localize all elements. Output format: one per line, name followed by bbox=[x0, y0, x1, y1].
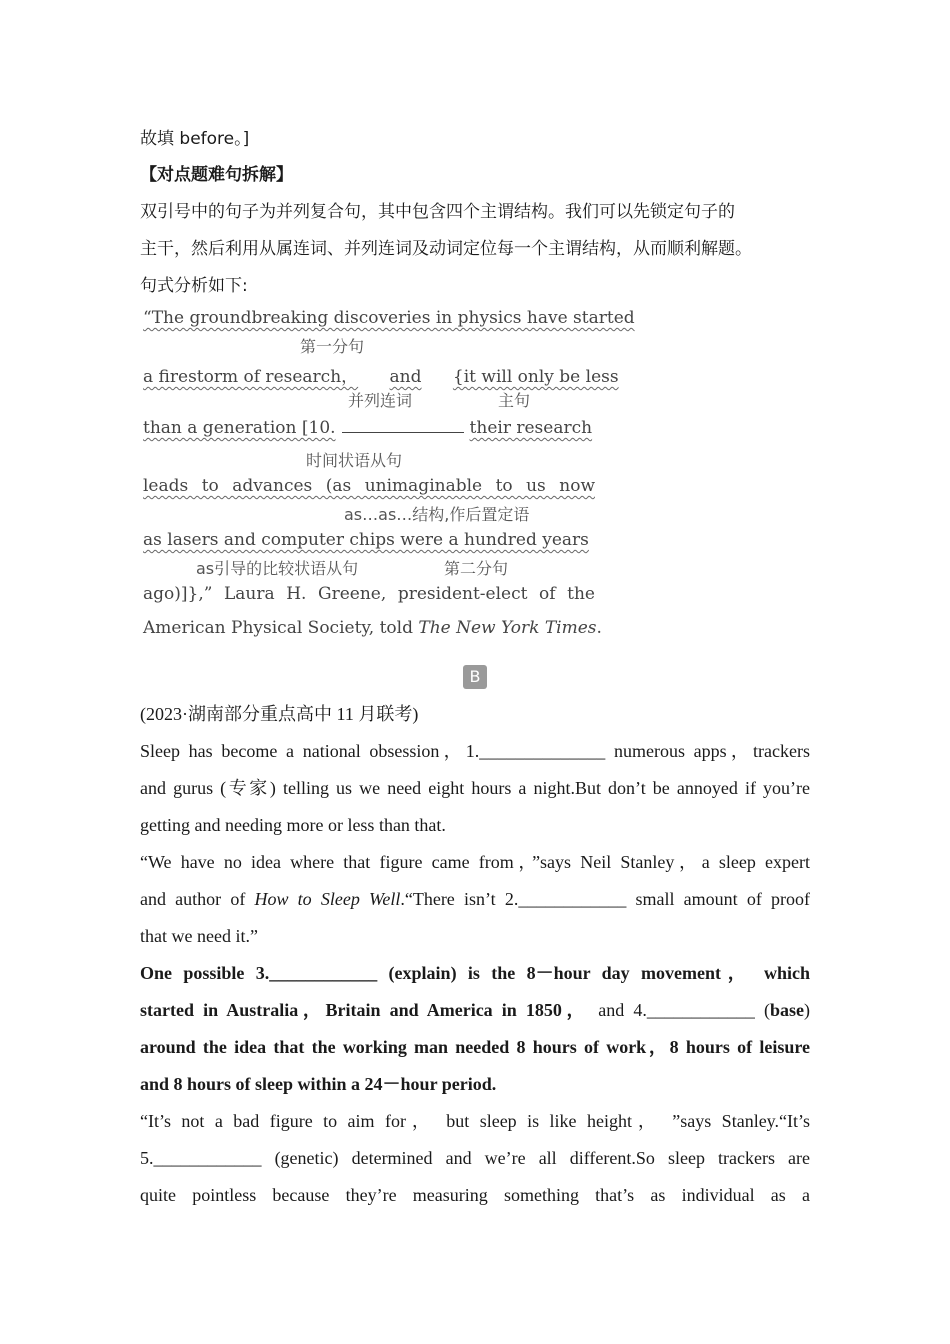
answer-line bbox=[140, 126, 810, 151]
intro-line-3: 句式分析如下: bbox=[140, 276, 248, 296]
passage-line: “We have no idea where that figure came from，”says Neil Stanley，a sleep expert bbox=[140, 852, 810, 872]
time-clause-cont: their research bbox=[469, 418, 593, 438]
comparison-clause-text: as lasers and computer chips were a hundred years bbox=[143, 530, 589, 550]
passage-line: getting and needing more or less than that. bbox=[140, 815, 446, 835]
hint-word: base bbox=[769, 1000, 804, 1020]
label-time-clause: 时间状语从句 bbox=[306, 451, 403, 470]
section-badge: B bbox=[463, 665, 487, 689]
speaker-text: ago)]},” Laura H. Greene, president-elect of the bbox=[143, 584, 595, 604]
main-clause-text: {it will only be less bbox=[452, 367, 619, 387]
passage-line: “It’s not a bad figure to aim for， but sleep is like height， ”says Stanley.“It’s bbox=[140, 1111, 810, 1131]
passage-line: that we need it.” bbox=[140, 926, 258, 946]
label-second-clause: 第二分句 bbox=[444, 559, 509, 578]
source-text: (2023·湖南部分重点高中 11 月联考) bbox=[140, 704, 419, 724]
passage-line: Sleep has become a national obsession，1.______________ numerous apps，trackers bbox=[140, 741, 810, 761]
advances-text: leads to advances (as unimaginable to us now bbox=[143, 476, 595, 496]
answer-text: 故填 before。] bbox=[140, 129, 250, 149]
passage-source bbox=[140, 702, 810, 726]
period: . bbox=[596, 618, 602, 638]
analysis-row-1 bbox=[143, 308, 635, 328]
passage-line: One possible 3.____________ (explain) is the 8－hour day movement， which bbox=[140, 963, 810, 983]
label-conjunction: 并列连词 bbox=[348, 391, 413, 410]
analysis-row-4 bbox=[143, 476, 595, 496]
passage-line: and 8 hours of sleep within a 24－hour period. bbox=[140, 1074, 497, 1094]
intro-line-1: 双引号中的句子为并列复合句，其中包含四个主谓结构。我们可以先锁定句子的 bbox=[140, 202, 735, 222]
passage-text: .“There isn’t 2.____________ small amount of proof bbox=[400, 889, 810, 909]
passage-line bbox=[140, 998, 810, 1022]
society-text: American Physical Society, told bbox=[143, 618, 419, 638]
passage-line: 5.____________ (genetic) determined and we’re all different.So sleep trackers are bbox=[140, 1148, 810, 1168]
passage-text: ) bbox=[804, 1000, 810, 1020]
passage-line: and gurus (专家) telling us we need eight hours a night.But don’t be annoyed if you’re bbox=[140, 778, 810, 798]
intro-line-2: 主干，然后利用从属连词、并列连词及动词定位每一个主谓结构，从而顺利解题。 bbox=[140, 239, 752, 259]
book-title: How to Sleep Well bbox=[254, 889, 401, 909]
passage-line bbox=[140, 887, 810, 911]
analysis-row-5 bbox=[143, 530, 595, 550]
passage-bold-text: started in Australia，Britain and America in 1850， bbox=[140, 1000, 590, 1020]
passage-line: around the idea that the working man needed 8 hours of work，8 hours of leisure bbox=[140, 1037, 810, 1057]
analysis-row-7 bbox=[143, 618, 602, 638]
analysis-row-3 bbox=[143, 416, 595, 438]
newspaper-title: The New York Times bbox=[418, 618, 597, 638]
blank-10[interactable] bbox=[342, 416, 464, 433]
label-main-clause: 主句 bbox=[498, 391, 531, 410]
label-first-clause: 第一分句 bbox=[300, 337, 365, 356]
clause-1-cont: a firestorm of research， bbox=[143, 367, 359, 387]
label-comparison-clause: as引导的比较状语从句 bbox=[196, 559, 359, 578]
analysis-row-2 bbox=[143, 362, 619, 387]
passage-text: and author of bbox=[140, 889, 255, 909]
conjunction-and: and bbox=[389, 367, 422, 387]
label-as-as: as…as…结构,作后置定语 bbox=[344, 505, 530, 524]
clause-1-text: “The groundbreaking discoveries in physics have started bbox=[143, 308, 635, 328]
time-clause-start: than a generation [10. bbox=[143, 418, 336, 438]
analysis-row-6 bbox=[143, 584, 595, 604]
passage-text: and 4.____________ ( bbox=[589, 1000, 770, 1020]
passage-line: quite pointless because they’re measuring something that’s as individual as a bbox=[140, 1185, 810, 1205]
section-heading: 【对点题难句拆解】 bbox=[140, 165, 293, 185]
